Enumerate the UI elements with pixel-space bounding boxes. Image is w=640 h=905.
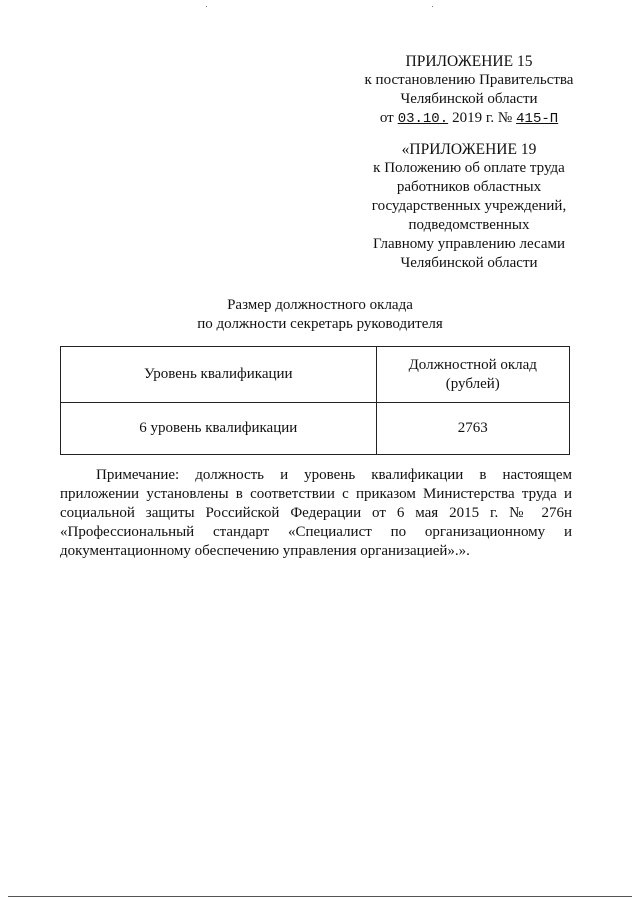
decree-date-line — [346, 109, 592, 129]
appendix-19-header — [346, 140, 592, 273]
date-year: 2019 г. № — [452, 110, 513, 126]
note-line: социальной защиты Российской Федерации от 6 мая 2015 г. № 276н — [60, 505, 572, 521]
scan-speck — [206, 6, 207, 7]
appendix-19-line: подведомственных — [408, 217, 530, 233]
note-line: «Профессиональный стандарт «Специалист по организационному и — [60, 524, 572, 540]
header-salary-label: Должностной оклад — [408, 356, 537, 373]
appendix-15-line-1: к постановлению Правительства — [364, 72, 574, 88]
appendix-15-header — [346, 52, 592, 129]
scan-speck — [432, 6, 433, 7]
date-prefix: от — [379, 110, 394, 126]
header-salary-unit: (рублей) — [445, 375, 500, 392]
note-paragraph — [60, 466, 572, 561]
cell-qualification-level: 6 уровень квалификации — [61, 403, 377, 455]
appendix-15-line-2: Челябинской области — [400, 91, 538, 107]
decree-number-stamp: 415-П — [516, 111, 559, 127]
note-line: Примечание: должность и уровень квалификации в настоящем — [96, 467, 572, 483]
table-row — [61, 403, 570, 455]
appendix-19-line: Главному управлению лесами — [372, 236, 565, 252]
header-salary — [376, 347, 569, 403]
cell-salary-amount: 2763 — [376, 403, 569, 455]
note-line: документационному обеспечению управления организацией».». — [60, 543, 470, 559]
appendix-19-line: работников областных — [396, 179, 542, 195]
table-title-line-2: по должности секретарь руководителя — [197, 316, 443, 332]
appendix-19-line: к Положению об оплате труда — [373, 160, 565, 176]
appendix-19-line: государственных учреждений, — [371, 198, 567, 214]
header-qualification-level: Уровень квалификации — [61, 347, 377, 403]
appendix-19-line: Челябинской области — [400, 255, 538, 271]
table-title-line-1: Размер должностного оклада — [227, 297, 413, 313]
salary-table — [60, 346, 570, 455]
date-stamp: 03.10. — [397, 111, 449, 127]
table-header-row — [61, 347, 570, 403]
appendix-15-title: ПРИЛОЖЕНИЕ 15 — [405, 53, 533, 70]
page-bottom-rule — [8, 896, 632, 897]
note-line: приложении установлены в соответствии с приказом Министерства труда и — [60, 486, 572, 502]
table-title — [0, 296, 640, 334]
appendix-19-title: «ПРИЛОЖЕНИЕ 19 — [401, 141, 537, 158]
